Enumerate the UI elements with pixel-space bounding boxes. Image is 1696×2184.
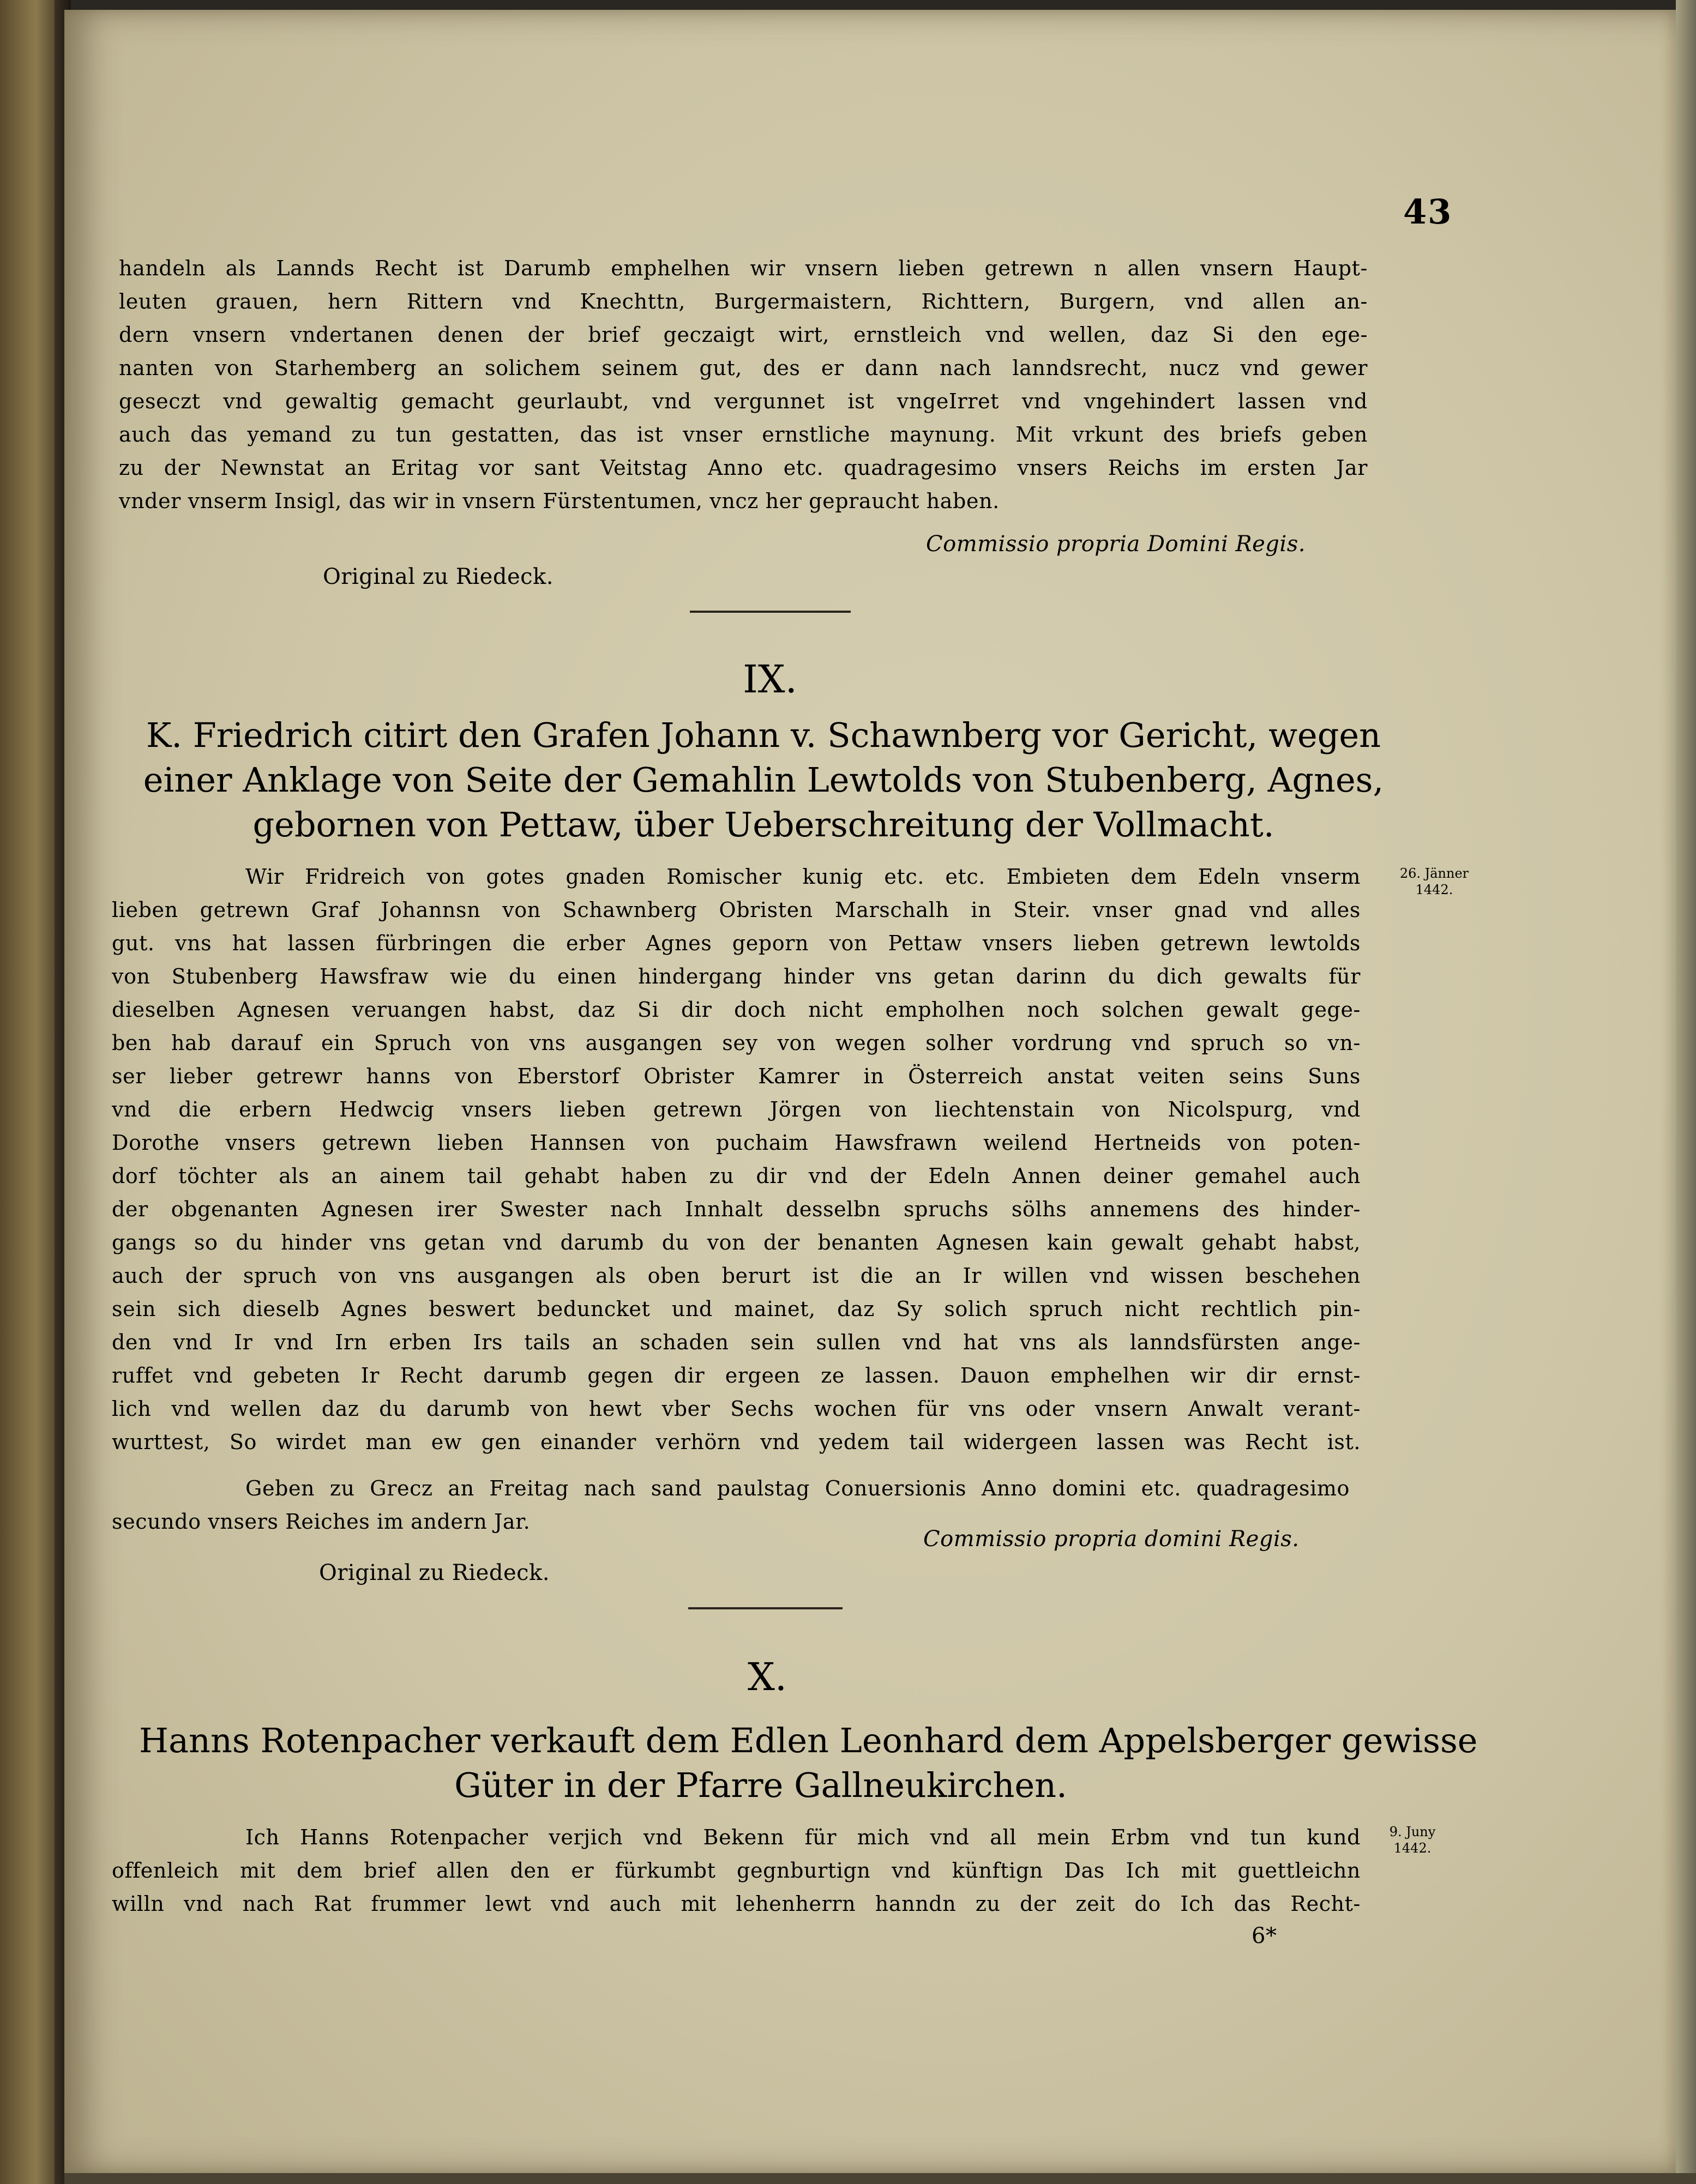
text-line: Wir Fridreich von gotes gnaden Romischer kunig etc. etc. Embieten dem Edeln vnserm [245,865,1361,889]
text-line: ser lieber getrewr hanns von Eberstorf Obrister Kamrer in Österreich anstat veiten seins Suns [112,1064,1361,1088]
section-divider [688,1607,843,1609]
doc1-original-note: Original zu Riedeck. [323,564,554,589]
text-line: zu der Newnstat an Eritag vor sant Veitstag Anno etc. quadragesimo vnsers Reichs im ersten Jar [119,456,1368,480]
text-line: vnder vnserm Insigl, das wir in vnsern Fürstentumen, vncz her gepraucht haben. [119,489,1000,513]
heading-line: einer Anklage von Seite der Gemahlin Lewtolds von Stubenberg, Agnes, [143,760,1384,800]
text-line: ruffet vnd gebeten Ir Recht darumb gegen dir ergeen ze lassen. Dauon emphelhen wir dir ernst- [112,1364,1361,1387]
doc2-original-note: Original zu Riedeck. [319,1560,550,1585]
page-fore-edge [1676,0,1696,2184]
doc2-heading [142,713,1385,847]
heading-line: Hanns Rotenpacher verkauft dem Edlen Leonhard dem Appelsberger gewisse [139,1721,1478,1760]
text-line: Dorothe vnsers getrewn lieben Hannsen von puchaim Hawsfrawn weilend Hertneids von poten- [112,1131,1361,1155]
text-line: nanten von Starhemberg an solichem seinem gut, des er dann nach lanndsrecht, nucz vnd gewer [119,356,1368,380]
text-line: der obgenanten Agnesen irer Swester nach Innhalt desselbn spruchs sölhs annemens des hinder- [112,1197,1361,1221]
text-line: Geben zu Grecz an Freitag nach sand paulstag Conuersionis Anno domini etc. quadragesimo [245,1476,1350,1500]
doc3-text [112,1821,1361,1921]
text-line: dern vnsern vndertanen denen der brief geczaigt wirt, ernstleich vnd wellen, daz Si den ege- [119,323,1368,347]
date-year: 1442. [1393,1841,1432,1856]
text-line: dorf töchter als an ainem tail gehabt haben zu dir vnd der Edeln Annen deiner gemahel auch [112,1164,1361,1188]
text-line: gut. vns hat lassen fürbringen die erber Agnes geporn von Pettaw vnsers lieben getrewn lewtolds [112,931,1361,955]
text-line: dieselben Agnesen veruangen habst, daz Si dir doch nicht empholhen noch solchen gewalt gege- [112,998,1361,1022]
section-divider [690,611,851,613]
heading-line: Güter in der Pfarre Gallneukirchen. [454,1765,1067,1805]
text-line: ben hab darauf ein Spruch von vns ausgangen sey von wegen solher vordrung vnd spruch so vn- [112,1031,1361,1055]
text-line: auch der spruch von vns ausgangen als oben berurt ist die an Ir willen vnd wissen beschehen [112,1264,1361,1288]
doc1-signature: Commissio propria Domini Regis. [926,532,1306,557]
text-line: willn vnd nach Rat frummer lewt vnd auch mit lehenherrn hanndn zu der zeit do Ich das Recht- [112,1892,1361,1916]
doc2-signature: Commissio propria domini Regis. [923,1527,1300,1552]
doc2-margin-date [1385,865,1483,898]
text-line: lieben getrewn Graf Johannsn von Schawnberg Obristen Marschalh in Steir. vnser gnad vnd alles [112,898,1361,922]
text-line: offenleich mit dem brief allen den er fürkumbt gegnburtign vnd künftign Das Ich mit guettleichn [112,1859,1361,1883]
text-line: lich vnd wellen daz du darumb von hewt vber Sechs wochen für vns oder vnsern Anwalt verant- [112,1397,1361,1421]
text-line: Ich Hanns Rotenpacher verjich vnd Bekenn für mich vnd all mein Erbm vnd tun kund [245,1825,1361,1849]
text-line: handeln als Lannds Recht ist Darumb emphelhen wir vnsern lieben getrewn n allen vnsern Haupt- [119,256,1368,280]
doc2-text [112,860,1361,1459]
page-number: 43 [1403,192,1453,232]
doc3-numeral: X. [747,1655,787,1699]
doc3-margin-date [1372,1824,1453,1856]
text-line: sein sich dieselb Agnes beswert beduncket und mainet, daz Sy solich spruch nicht rechtlich pin- [112,1297,1361,1321]
doc2-numeral: IX. [743,657,797,702]
date-day: 26. Jänner [1399,866,1469,881]
date-day: 9. Juny [1389,1824,1436,1839]
text-line: von Stubenberg Hawsfraw wie du einen hindergang hinder vns getan darinn du dich gewalts für [112,964,1361,988]
doc1-text [119,252,1368,518]
heading-line: K. Friedrich citirt den Grafen Johann v. Schawnberg vor Gericht, wegen [146,715,1381,755]
text-line: secundo vnsers Reiches im andern Jar. [112,1510,531,1534]
text-line: auch das yemand zu tun gestatten, das ist vnser ernstliche maynung. Mit vrkunt des briefs geben [119,423,1368,447]
text-line: vnd die erbern Hedwcig vnsers lieben getrewn Jörgen von liechtenstain von Nicolspurg, vnd [112,1097,1361,1121]
text-line: geseczt vnd gewaltig gemacht geurlaubt, vnd vergunnet ist vngeIrret vnd vngehindert lassen vnd [119,389,1368,413]
signature-mark: 6* [1252,1923,1277,1948]
date-year: 1442. [1415,882,1453,897]
page-bottom-edge [64,2173,1696,2184]
text-line: leuten grauen, hern Rittern vnd Knechttn, Burgermaistern, Richttern, Burgern, vnd allen an- [119,289,1368,313]
text-line: den vnd Ir vnd Irn erben Irs tails an schaden sein sullen vnd hat vns als lanndsfürsten ange- [112,1330,1361,1354]
text-line: gangs so du hinder vns getan vnd darumb du von der benanten Agnesen kain gewalt gehabt habst, [112,1230,1361,1254]
doc3-heading [139,1718,1478,1808]
text-line: wurttest, So wirdet man ew gen einander verhörn vnd yedem tail widergeen lassen was Recht ist. [112,1430,1361,1454]
heading-line: gebornen von Pettaw, über Ueberschreitung der Vollmacht. [252,805,1274,844]
